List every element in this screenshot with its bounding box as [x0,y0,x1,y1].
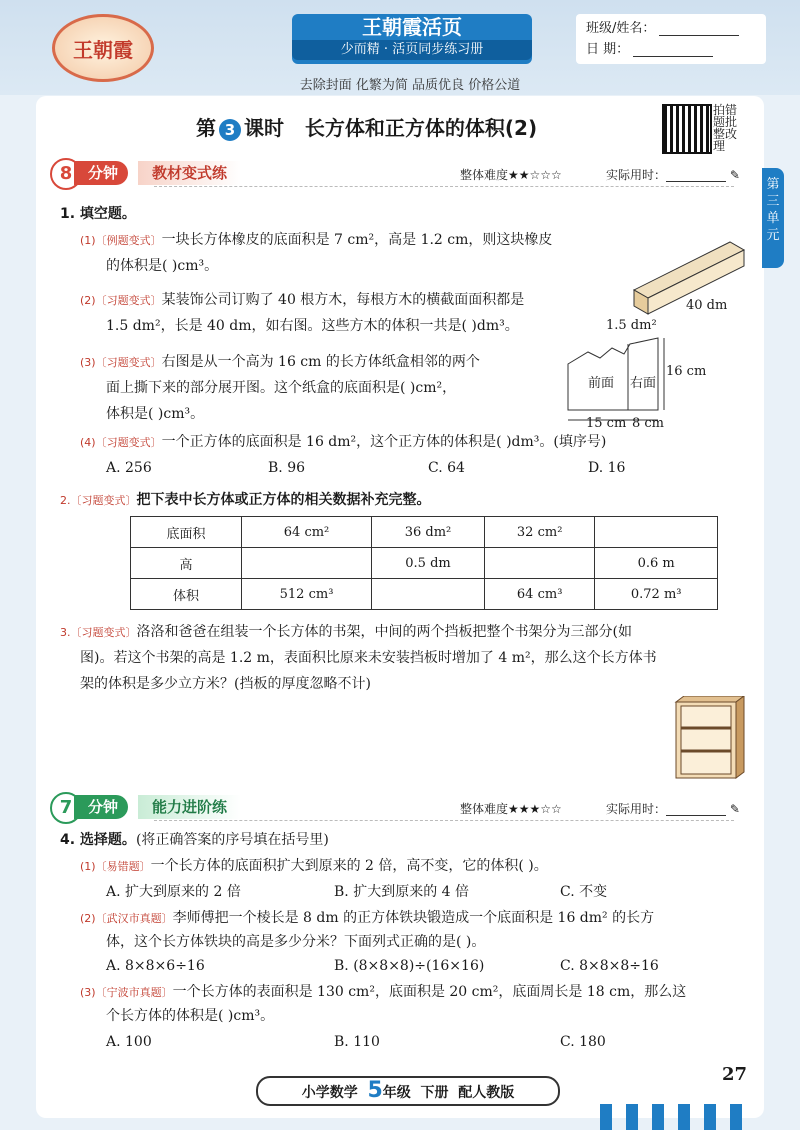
q4-p2-line2: 体，这个长方体铁块的高是多少分米？下面列式正确的是( )。 [106,934,486,950]
shelf-inner [681,706,731,774]
lesson-suffix: 课时 [244,116,284,140]
unit-side-tab: 第三单元 [762,168,784,268]
q4-p2-tag: (2)〔武汉市真题〕 [80,912,173,925]
q4-title-note: (将正确答案的序号填在括号里) [135,832,329,848]
q1-p4-opt-c[interactable]: C. 64 [428,460,465,476]
section-2-name: 能力进阶练 [138,795,241,819]
q4-p3-line2: 个长方体的体积是( )cm³。 [106,1008,275,1024]
q1-p2-line1 [80,290,524,311]
fig2-width1-label: 15 cm [586,416,627,431]
q2-table [130,516,718,610]
q1-p3-line2: 面上撕下来的部分展开图。这个纸盒的底面积是( )cm²， [106,380,457,396]
class-name-field[interactable] [659,21,739,36]
qr-label: 拍错题批整改理 [713,103,738,153]
q1-p2-line2: 1.5 dm²，长是 40 dm，如右图。这些方木的体积一共是( )dm³。 [106,318,519,334]
q1-p4-tag: (4)〔习题变式〕 [80,436,162,449]
table-cell: 高 [131,548,242,579]
q4-p1-tag: (1)〔易错题〕 [80,860,151,873]
footer-bar [256,1076,560,1106]
section-2-divider [154,820,734,821]
q1-p1-line1 [80,230,552,251]
fig2-front-label: 前面 [588,376,615,391]
table-cell: 体积 [131,579,242,610]
table-cell: 0.72 m³ [595,579,718,610]
q1-p1-line2: 的体积是( )cm³。 [106,258,219,274]
q2-line [60,490,431,511]
q3-text1: 洛洛和爸爸在组装一个长方体的书架，中间的两个挡板把整个书架分为三部分(如 [136,624,632,640]
q1-p4-text: 一个正方体的底面积是 16 dm²，这个正方体的体积是( )dm³。(填序号) [161,434,607,450]
q4-title: 4. 选择题。 [60,832,136,848]
student-info-box [576,14,766,64]
table-cell[interactable] [242,548,372,579]
q1-p4-opt-d[interactable]: D. 16 [588,460,626,476]
q4-p2-opt-a[interactable]: A. 8×8×6÷16 [106,958,205,974]
q4-p1-line1 [80,856,548,877]
brand-logo [52,14,154,82]
q1-p4-opt-b[interactable]: B. 96 [268,460,306,476]
table-cell: 36 dm² [372,517,485,548]
q2-tag: 2.〔习题变式〕 [60,494,137,507]
table-cell: 0.6 m [595,548,718,579]
logo-text: 王朝霞 [73,37,133,62]
q1-p4-line1 [80,432,606,453]
lesson-number: 3 [219,119,241,141]
date-field[interactable] [633,42,713,57]
q4-p2-text: 李师傅把一个棱长是 8 dm 的正方体铁块锻造成一个底面积是 16 dm² 的长方 [172,910,655,926]
brand-subtitle: 少而精 · 活页同步练习册 [292,40,532,60]
section-1-time [606,166,740,183]
section-1-difficulty: 整体难度★★☆☆☆ [460,168,562,182]
q2-text: 把下表中长方体或正方体的相关数据补充完整。 [136,492,431,508]
section-1-minutes: 8 [50,158,82,190]
pencil-icon: ✎ [729,168,740,182]
table-cell[interactable] [595,517,718,548]
q1-p1-tag: (1)〔例题变式〕 [80,234,162,247]
section-1-unit: 分钟 [74,161,128,185]
q4-p2-opt-c[interactable]: C. 8×8×8÷16 [560,958,659,974]
footer-subject: 小学数学 [301,1085,358,1101]
footer-grade-number: 5 [367,1078,383,1103]
q3-line2: 图)。若这个书架的高是 1.2 m，表面积比原来未安装挡板时增加了 4 m²，那么这个长方体书 [80,650,657,666]
lesson-name: 长方体和正方体的体积(2) [304,116,538,140]
q4-p3-text: 一个长方体的表面积是 130 cm²，底面积是 20 cm²，底面周长是 18 cm，那么这 [172,984,687,1000]
table-row [131,548,718,579]
table-cell: 0.5 dm [372,548,485,579]
brand-banner [292,14,532,64]
q4-p1-text: 一个长方体的底面积扩大到原来的 2 倍，高不变，它的体积( )。 [150,858,548,874]
table-cell: 64 cm² [242,517,372,548]
class-name-label: 班级/姓名： [586,21,656,36]
q1-p1-text: 一块长方体橡皮的底面积是 7 cm²，高是 1.2 cm，则这块橡皮 [161,232,553,248]
q3-line1 [60,622,632,643]
section-2-difficulty: 整体难度★★★☆☆ [460,802,562,816]
q1-p2-text: 某装饰公司订购了 40 根方木，每根方木的横截面面积都是 [161,292,525,308]
footer-edition: 配人教版 [458,1085,515,1101]
q4-p1-opt-a[interactable]: A. 扩大到原来的 2 倍 [106,884,241,900]
section-1-time-field[interactable] [666,169,726,182]
qr-code-icon [662,104,712,154]
fig2-width2-label: 8 cm [632,416,665,431]
fig1-length-label: 40 dm [686,298,728,313]
shelf-side [736,696,744,778]
table-row [131,517,718,548]
table-cell[interactable] [372,579,485,610]
q3-line3: 架的体积是多少立方米？(挡板的厚度忽略不计) [80,676,371,692]
table-cell: 32 cm² [484,517,594,548]
bookshelf-figure [672,696,748,780]
footer-grade: 年级 [382,1085,411,1101]
date-label: 日 期： [586,42,630,57]
section-1-name: 教材变式练 [138,161,241,185]
q1-p3-line1 [80,352,480,373]
q1-p2-tag: (2)〔习题变式〕 [80,294,162,307]
q1-p3-tag: (3)〔习题变式〕 [80,356,162,369]
lesson-title [196,112,537,141]
table-cell[interactable] [484,548,594,579]
q4-p3-tag: (3)〔宁波市真题〕 [80,986,173,999]
q4-p1-opt-c[interactable]: C. 不变 [560,884,608,900]
section-2-time-label: 实际用时： [606,802,667,816]
pencil-icon: ✎ [729,802,740,816]
fig2-right-label: 右面 [630,376,657,391]
q1-title: 1. 填空题。 [60,206,136,222]
table-cell: 512 cm³ [242,579,372,610]
footer-volume: 下册 [420,1085,449,1101]
q1-p3-line3: 体积是( )cm³。 [106,406,205,422]
q4-p3-opt-b[interactable]: B. 110 [334,1034,380,1050]
table-cell: 底面积 [131,517,242,548]
q4-p3-opt-a[interactable]: A. 100 [106,1034,152,1050]
q1-p4-opt-a[interactable]: A. 256 [106,460,152,476]
q4-p3-line1 [80,982,686,1003]
q4-p1-opt-b[interactable]: B. 扩大到原来的 4 倍 [334,884,469,900]
table-row [131,579,718,610]
slogan: 去除封面 化繁为简 品质优良 价格公道 [299,78,521,93]
section-2-unit: 分钟 [74,795,128,819]
section-2-time-field[interactable] [666,803,726,816]
page-number: 27 [722,1064,748,1085]
section-2-header [50,792,750,822]
section-1-divider [154,186,734,187]
section-2-minutes: 7 [50,792,82,824]
q4-p2-opt-b[interactable]: B. (8×8×8)÷(16×16) [334,958,485,974]
shelf-top [676,696,744,702]
q4-title-line [60,830,329,850]
fig1-area-label: 1.5 dm² [606,318,657,333]
fig2-height-label: 16 cm [666,364,707,379]
binding-stripes [600,1104,750,1130]
section-1-time-label: 实际用时： [606,168,667,182]
table-cell: 64 cm³ [484,579,594,610]
q4-p2-line1 [80,908,654,929]
q1-p3-text: 右图是从一个高为 16 cm 的长方体纸盒相邻的两个 [161,354,480,370]
brand-title: 王朝霞活页 [362,15,462,39]
q4-p3-opt-c[interactable]: C. 180 [560,1034,606,1050]
section-2-time [606,800,740,817]
q3-tag: 3.〔习题变式〕 [60,626,137,639]
section-1-header [50,158,750,188]
lesson-prefix: 第 [196,116,216,140]
